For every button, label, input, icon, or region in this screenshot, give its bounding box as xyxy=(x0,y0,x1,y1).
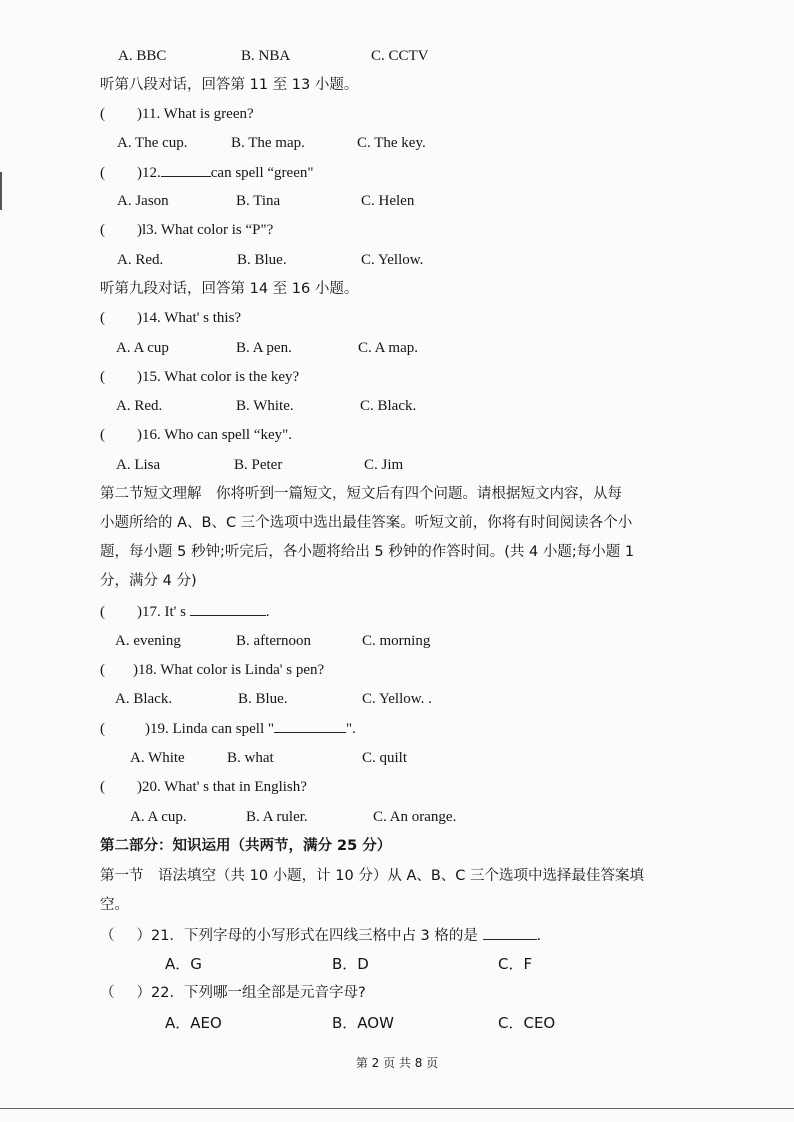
q12-option-b: B. Tina xyxy=(236,193,281,209)
q21-option-c: C．F xyxy=(498,955,533,973)
answer-paren-open: ( xyxy=(100,222,105,238)
q19-option-b: B. what xyxy=(227,750,274,766)
question-text: 22．下列哪一组全部是元音字母? xyxy=(151,985,366,1001)
q21-option-b: B．D xyxy=(332,955,369,973)
answer-paren-close: ) xyxy=(137,604,142,620)
answer-paren-close: ） xyxy=(136,985,151,1001)
q19-option-c: C. quilt xyxy=(362,750,408,766)
section9-intro: 听第九段对话，回答第 14 至 16 小题。 xyxy=(100,281,359,297)
q16-option-b: B. Peter xyxy=(234,457,283,473)
question-text: 15. What color is the key? xyxy=(142,369,300,385)
question-text: 21．下列字母的小写形式在四线三格中占 3 格的是 xyxy=(151,928,478,944)
q22-option-a: A．AEO xyxy=(165,1014,222,1032)
answer-paren-open: ( xyxy=(100,369,105,385)
question-tail: . xyxy=(265,604,270,620)
answer-paren-close: ） xyxy=(136,928,151,944)
q13-option-b: B. Blue. xyxy=(237,252,287,268)
q10-option-c: C. CCTV xyxy=(371,48,429,64)
question-text: 20. What' s that in English? xyxy=(142,779,307,795)
question-tail: . xyxy=(536,928,542,944)
q14-option-b: B. A pen. xyxy=(236,340,292,356)
fill-blank[interactable] xyxy=(161,162,211,177)
question-20 xyxy=(100,777,307,797)
q17-option-c: C. morning xyxy=(362,633,431,649)
question-19 xyxy=(100,718,356,739)
q22-option-b: B．AOW xyxy=(332,1014,394,1032)
question-16 xyxy=(100,425,292,445)
q20-option-c: C. An orange. xyxy=(373,809,457,825)
answer-paren-close: ) xyxy=(137,165,142,181)
answer-paren-close: ) xyxy=(137,106,142,122)
q14-option-c: C. A map. xyxy=(358,340,419,356)
question-text: l3. What color is “P"? xyxy=(142,222,274,238)
answer-paren-open: ( xyxy=(100,721,105,737)
question-15 xyxy=(100,367,299,387)
answer-paren-open: ( xyxy=(100,662,105,678)
answer-paren-open: ( xyxy=(100,427,105,443)
q16-option-c: C. Jim xyxy=(364,457,404,473)
answer-paren-open: ( xyxy=(100,310,105,326)
section1-instructions-line-2: 空。 xyxy=(100,897,129,913)
question-text: 19. Linda can spell " xyxy=(150,721,275,737)
q22-option-c: C．CEO xyxy=(498,1014,556,1032)
question-18 xyxy=(100,660,324,680)
q16-option-a: A. Lisa xyxy=(116,457,161,473)
question-21 xyxy=(100,925,541,946)
q17-option-b: B. afternoon xyxy=(236,633,311,649)
answer-paren-close: ) xyxy=(137,779,142,795)
q20-option-b: B. A ruler. xyxy=(246,809,308,825)
question-number: 12. xyxy=(142,165,161,181)
answer-paren-open: ( xyxy=(100,165,105,181)
q15-option-c: C. Black. xyxy=(360,398,417,414)
q12-option-c: C. Helen xyxy=(361,193,415,209)
q14-option-a: A. A cup xyxy=(116,340,169,356)
q15-option-b: B. White. xyxy=(236,398,294,414)
answer-paren-close: ) xyxy=(137,427,142,443)
passage-instructions-line-4: 分，满分 4 分) xyxy=(100,573,197,589)
section8-intro: 听第八段对话，回答第 11 至 13 小题。 xyxy=(100,77,359,93)
scan-bottom-line xyxy=(0,1108,794,1109)
part2-title: 第二部分：知识运用（共两节，满分 25 分） xyxy=(100,838,392,854)
answer-paren-open: ( xyxy=(100,106,105,122)
question-text: 17. It' s xyxy=(142,604,186,620)
q11-option-b: B. The map. xyxy=(231,135,305,151)
passage-instructions-line-3: 题，每小题 5 秒钟;听完后，各小题将给出 5 秒钟的作答时间。(共 4 小题;每小题 1 xyxy=(100,544,635,560)
fill-blank[interactable] xyxy=(274,718,346,733)
question-14 xyxy=(100,308,241,328)
answer-paren-close: ) xyxy=(133,662,138,678)
answer-paren-open: ( xyxy=(100,604,105,620)
q17-option-a: A. evening xyxy=(115,633,181,649)
question-11 xyxy=(100,104,254,124)
question-text: 14. What' s this? xyxy=(142,310,242,326)
question-tail: ". xyxy=(346,721,356,737)
question-13 xyxy=(100,220,273,240)
question-text: 18. What color is Linda' s pen? xyxy=(138,662,325,678)
answer-paren-close: ) xyxy=(137,222,142,238)
answer-paren-close: ) xyxy=(137,369,142,385)
q21-option-a: A．G xyxy=(165,955,202,973)
question-text: can spell “green" xyxy=(210,165,314,181)
q15-option-a: A. Red. xyxy=(116,398,163,414)
q12-option-a: A. Jason xyxy=(117,193,169,209)
question-text: 11. What is green? xyxy=(142,106,254,122)
q18-option-c: C. Yellow. . xyxy=(362,691,432,707)
passage-instructions-line-1: 第二节短文理解 你将听到一篇短文，短文后有四个问题。请根据短文内容，从每 xyxy=(100,486,622,502)
q13-option-a: A. Red. xyxy=(117,252,164,268)
q20-option-a: A. A cup. xyxy=(130,809,187,825)
q10-option-a: A. BBC xyxy=(118,48,167,64)
page-footer: 第 2 页 共 8 页 xyxy=(355,1056,439,1070)
q10-option-b: B. NBA xyxy=(241,48,291,64)
q18-option-a: A. Black. xyxy=(115,691,173,707)
question-12 xyxy=(100,162,314,183)
passage-instructions-line-2: 小题所给的 A、B、C 三个选项中选出最佳答案。听短文前，你将有时间阅读各个小 xyxy=(100,515,633,531)
q13-option-c: C. Yellow. xyxy=(361,252,424,268)
q11-option-c: C. The key. xyxy=(357,135,426,151)
scan-edge-mark xyxy=(0,172,2,210)
answer-paren-open: （ xyxy=(100,928,115,944)
question-22 xyxy=(100,983,366,1003)
answer-paren-open: （ xyxy=(100,985,115,1001)
fill-blank[interactable] xyxy=(483,925,537,940)
q18-option-b: B. Blue. xyxy=(238,691,288,707)
answer-paren-open: ( xyxy=(100,779,105,795)
answer-paren-close: ) xyxy=(137,310,142,326)
fill-blank[interactable] xyxy=(190,601,266,616)
question-text: 16. Who can spell “key". xyxy=(142,427,292,443)
question-17 xyxy=(100,601,269,622)
q11-option-a: A. The cup. xyxy=(117,135,188,151)
section1-instructions-line-1: 第一节 语法填空（共 10 小题，计 10 分）从 A、B、C 三个选项中选择最佳答案填 xyxy=(100,868,645,884)
q19-option-a: A. White xyxy=(130,750,185,766)
answer-paren-close: ) xyxy=(145,721,150,737)
